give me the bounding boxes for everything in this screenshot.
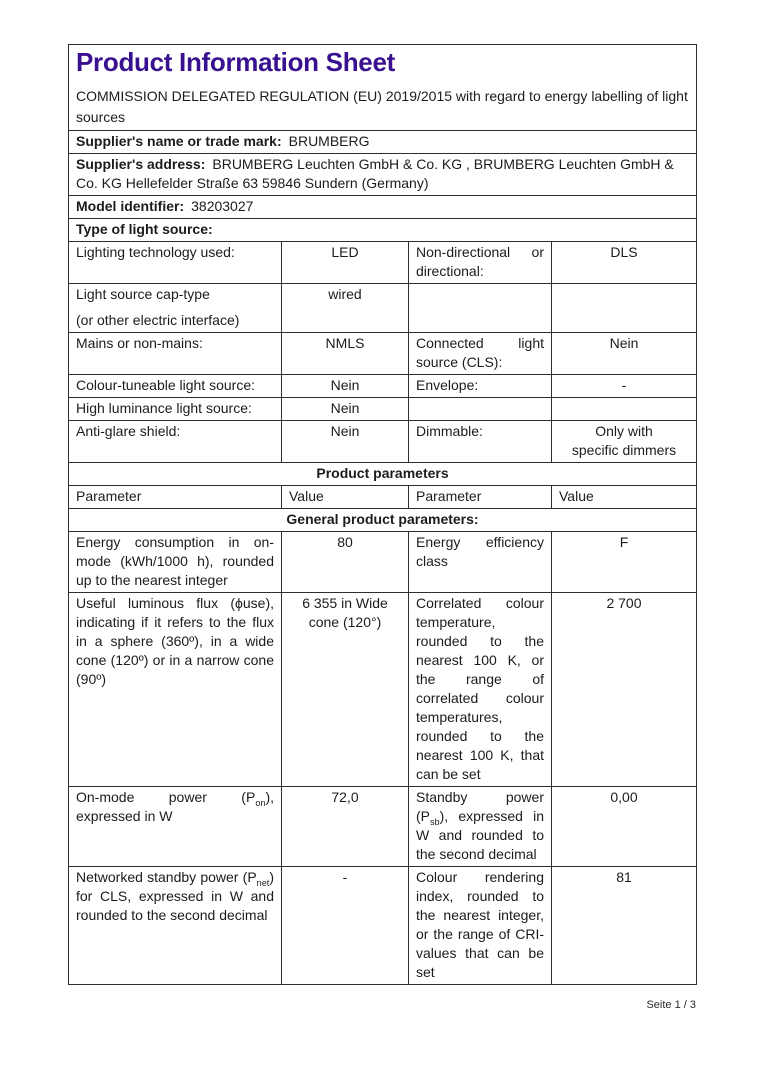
parameter-cell: Lighting technology used:	[69, 242, 282, 284]
value-cell	[552, 421, 697, 463]
parameter-cell: Colour-tuneable light source:	[69, 375, 282, 398]
networked-standby-label: Networked standby power (P	[76, 869, 257, 885]
column-header-value-2: Value	[552, 486, 697, 509]
standby-power-label-cont: ), expressed in W and rounded to the second decimal	[416, 808, 544, 862]
table-row	[69, 375, 697, 398]
dimmable-value-line2: specific dimmers	[571, 442, 677, 458]
page-number: Seite 1 / 3	[646, 999, 696, 1011]
column-header-parameter-2: Parameter	[409, 486, 552, 509]
parameter-cell: Mains or non-mains:	[69, 333, 282, 375]
product-parameters-header: Product parameters	[69, 463, 697, 486]
title-cell	[69, 45, 697, 131]
value-cell: 81	[552, 867, 697, 985]
column-header-value-1: Value	[282, 486, 409, 509]
sb-subscript: sb	[430, 816, 440, 827]
value-cell: -	[282, 867, 409, 985]
supplier-address-cell	[69, 154, 697, 196]
table-row	[69, 398, 697, 421]
parameter-cell: Energy consumption in on-mode (kWh/1000 h), rounded up to the nearest integer	[69, 532, 282, 593]
column-header-row	[69, 486, 697, 509]
parameter-cell	[409, 284, 552, 333]
parameter-cell: Dimmable:	[409, 421, 552, 463]
section-header-row	[69, 509, 697, 532]
parameter-cell: Colour rendering index, rounded to the nearest integer, or the range of CRI-values that can be set	[409, 867, 552, 985]
parameter-cell: Connected light source (CLS):	[409, 333, 552, 375]
parameter-cell	[69, 787, 282, 867]
on-subscript: on	[255, 797, 266, 808]
general-product-parameters-header: General product parameters:	[69, 509, 697, 532]
value-cell	[282, 593, 409, 787]
value-cell: -	[552, 375, 697, 398]
supplier-name-row	[69, 131, 697, 154]
table-row	[69, 242, 697, 284]
net-subscript: net	[256, 877, 270, 888]
value-cell	[552, 284, 697, 333]
parameter-cell	[69, 284, 282, 333]
value-cell: DLS	[552, 242, 697, 284]
table-row	[69, 421, 697, 463]
standby-power-label: Standby power (P	[416, 789, 544, 824]
table-row	[69, 787, 697, 867]
parameter-cell: Correlated colour temperature, rounded to the nearest 100 K, or the range of correlated colour temperatures, rounded to the nearest 100 K, that can be set	[409, 593, 552, 787]
value-cell: wired	[282, 284, 409, 333]
value-cell: Nein	[552, 333, 697, 375]
product-info-table	[68, 44, 697, 985]
model-identifier-value: 38203027	[191, 198, 254, 214]
column-header-parameter-1: Parameter	[69, 486, 282, 509]
parameter-cell	[69, 867, 282, 985]
parameter-cell: Useful luminous flux (ϕuse), indicating if it refers to the flux in a sphere (360º), in a wide cone (120º) or in a narrow cone (90º)	[69, 593, 282, 787]
model-identifier-label: Model identifier:	[76, 198, 185, 214]
type-of-light-source-label: Type of light source:	[76, 221, 213, 237]
value-cell: LED	[282, 242, 409, 284]
parameter-cell: Energy efficiency class	[409, 532, 552, 593]
dimmable-value-line1: Only with	[595, 423, 653, 439]
parameter-cell: High luminance light source:	[69, 398, 282, 421]
parameter-cell: Envelope:	[409, 375, 552, 398]
title-row	[69, 45, 697, 131]
value-cell: 2 700	[552, 593, 697, 787]
table-row	[69, 333, 697, 375]
type-of-light-source-row	[69, 219, 697, 242]
value-cell	[552, 398, 697, 421]
parameter-cell: Non-directional or directional:	[409, 242, 552, 284]
parameter-cell: Anti-glare shield:	[69, 421, 282, 463]
model-identifier-row	[69, 196, 697, 219]
on-mode-power-label-cont: ), expressed in W	[76, 789, 274, 824]
model-identifier-cell	[69, 196, 697, 219]
on-mode-power-label: On-mode power (P	[76, 789, 256, 805]
type-of-light-source-cell	[69, 219, 697, 242]
supplier-name-label: Supplier's name or trade mark:	[76, 133, 282, 149]
cap-type-line1: Light source cap-type	[76, 286, 210, 302]
cap-type-line2: (or other electric interface)	[76, 312, 240, 328]
regulation-subtitle: COMMISSION DELEGATED REGULATION (EU) 2019/2015 with regard to energy labelling of light sources	[76, 88, 688, 125]
page-title: Product Information Sheet	[76, 47, 395, 77]
value-cell: NMLS	[282, 333, 409, 375]
parameter-cell	[409, 398, 552, 421]
value-cell: Nein	[282, 375, 409, 398]
parameter-cell	[409, 787, 552, 867]
value-cell: F	[552, 532, 697, 593]
luminous-flux-value-line1: 6 355 in Wide	[302, 595, 388, 611]
value-cell: Nein	[282, 421, 409, 463]
supplier-name-cell	[69, 131, 697, 154]
supplier-address-value: BRUMBERG Leuchten GmbH & Co. KG , BRUMBERG Leuchten GmbH & Co. KG Hellefelder Straße 63 59846 Sundern (Germany)	[76, 156, 674, 191]
value-cell: Nein	[282, 398, 409, 421]
table-row	[69, 284, 697, 333]
value-cell: 0,00	[552, 787, 697, 867]
value-cell: 72,0	[282, 787, 409, 867]
supplier-address-label: Supplier's address:	[76, 156, 206, 172]
section-header-row	[69, 463, 697, 486]
networked-standby-label-cont: ) for CLS, expressed in W and rounded to the second decimal	[76, 869, 274, 923]
table-row	[69, 593, 697, 787]
supplier-name-value: BRUMBERG	[288, 133, 370, 149]
table-row	[69, 532, 697, 593]
product-information-sheet	[68, 44, 696, 985]
luminous-flux-value-line2: cone (120°)	[308, 614, 382, 630]
value-cell: 80	[282, 532, 409, 593]
table-row	[69, 867, 697, 985]
supplier-address-row	[69, 154, 697, 196]
